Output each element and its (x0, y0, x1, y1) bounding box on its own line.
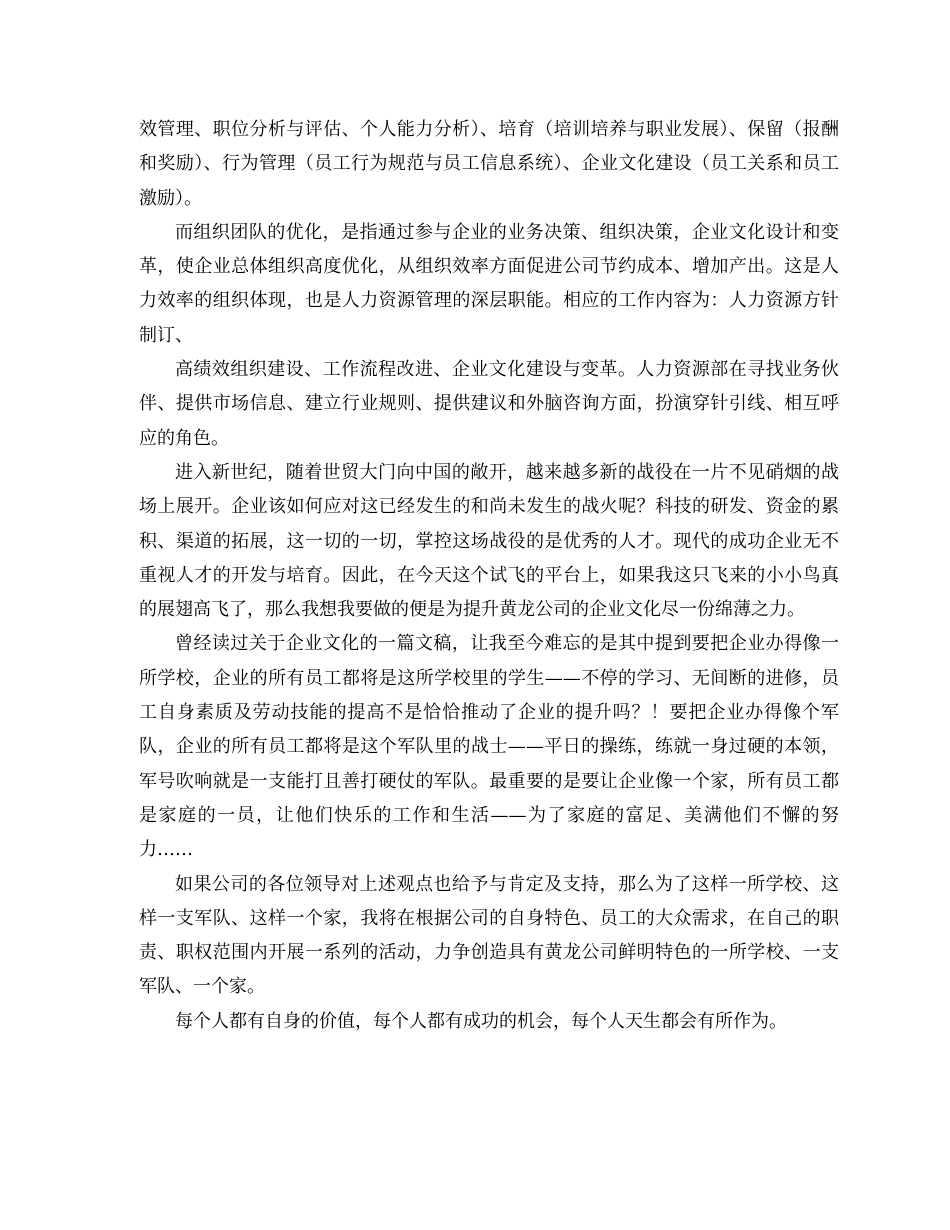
paragraph-3: 高绩效组织建设、工作流程改进、企业文化建设与变革。人力资源部在寻找业务伙伴、提供市场信息、建立行业规则、提供建议和外脑咨询方面，扮演穿针引线、相互呼应的角色。 (139, 359, 839, 449)
paragraph-2: 而组织团队的优化，是指通过参与企业的业务决策、组织决策，企业文化设计和变革，使企业总体组织高度优化，从组织效率方面促进公司节约成本、增加产出。这是人力效率的组织体现，也是人力资源管理的深层职能。相应的工作内容为：人力资源方针制订、 (139, 221, 839, 346)
paragraph-1: 效管理、职位分析与评估、个人能力分析）、培育（培训培养与职业发展）、保留（报酬和奖励）、行为管理（员工行为规范与员工信息系统）、企业文化建设（员工关系和员工激励）。 (139, 119, 839, 209)
document-page (139, 113, 839, 1039)
paragraph-6: 如果公司的各位领导对上述观点也给予与肯定及支持，那么为了这样一所学校、这样一支军队、这样一个家，我将在根据公司的自身特色、员工的大众需求，在自己的职责、职权范围内开展一系列的活动，力争创造具有黄龙公司鲜明特色的一所学校、一支军队、一个家。 (139, 873, 839, 998)
paragraph-4: 进入新世纪，随着世贸大门向中国的敞开，越来越多新的战役在一片不见硝烟的战场上展开。企业该如何应对这已经发生的和尚未发生的战火呢？科技的研发、资金的累积、渠道的拓展，这一切的一切，掌控这场战役的是优秀的人才。现代的成功企业无不重视人才的开发与培育。因此，在今天这个试飞的平台上，如果我这只飞来的小小鸟真的展翅高飞了，那么我想我要做的便是为提升黄龙公司的企业文化尽一份绵薄之力。 (139, 461, 839, 621)
paragraph-5: 曾经读过关于企业文化的一篇文稿，让我至今难忘的是其中提到要把企业办得像一所学校，企业的所有员工都将是这所学校里的学生——不停的学习、无间断的进修，员工自身素质及劳动技能的提高不是恰恰推动了企业的提升吗？！要把企业办得像个军队，企业的所有员工都将是这个军队里的战士——平日的操练，练就一身过硬的本领，军号吹响就是一支能打且善打硬仗的军队。最重要的是要让企业像一个家，所有员工都是家庭的一员，让他们快乐的工作和生活——为了家庭的富足、美满他们不懈的努力…… (139, 633, 839, 861)
paragraph-7: 每个人都有自身的价值，每个人都有成功的机会，每个人天生都会有所作为。 (175, 1010, 787, 1032)
